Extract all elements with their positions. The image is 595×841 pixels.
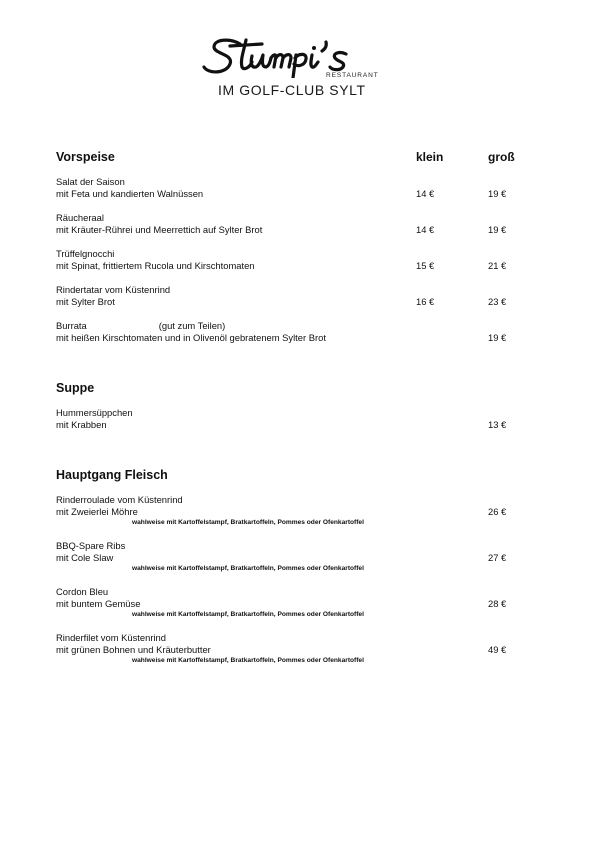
item-name-line [56, 320, 546, 332]
section-title: Suppe [56, 381, 95, 395]
item-description: mit Spinat, frittiertem Rucola und Kirschtomaten [56, 260, 255, 271]
section-header [56, 468, 546, 494]
menu-item [56, 586, 546, 620]
item-side-options: wahlweise mit Kartoffelstampf, Bratkartoffeln, Pommes oder Ofenkartoffel [132, 657, 364, 664]
item-note: (gut zum Teilen) [158, 320, 226, 331]
item-price-small: 16 € [416, 296, 435, 307]
item-name: Rinderroulade vom Küstenrind [56, 494, 183, 505]
item-name: Salat der Saison [56, 176, 125, 187]
item-price-small: 15 € [416, 260, 435, 271]
item-name: BBQ-Spare Ribs [56, 540, 126, 551]
item-description: mit Krabben [56, 419, 107, 430]
section-vorspeise [56, 150, 546, 356]
menu-item [56, 540, 546, 574]
menu-item [56, 284, 546, 308]
column-header-large: groß [488, 150, 515, 164]
item-name: Cordon Bleu [56, 586, 109, 597]
menu-item [56, 632, 546, 666]
section-header [56, 381, 546, 407]
item-name: Rinderfilet vom Küstenrind [56, 632, 166, 643]
item-price-large: 21 € [488, 260, 507, 271]
item-description: mit Kräuter-Rührei und Meerrettich auf Sylter Brot [56, 224, 263, 235]
item-price-large: 23 € [488, 296, 507, 307]
item-description: mit Cole Slaw [56, 552, 114, 563]
item-price-large: 27 € [488, 552, 507, 563]
item-price-large: 19 € [488, 332, 507, 343]
item-side-options: wahlweise mit Kartoffelstampf, Bratkartoffeln, Pommes oder Ofenkartoffel [132, 519, 364, 526]
item-description: mit Sylter Brot [56, 296, 115, 307]
item-description: mit heißen Kirschtomaten und in Olivenöl gebratenem Sylter Brot [56, 332, 326, 343]
section-suppe [56, 381, 546, 443]
item-price-small: 14 € [416, 188, 435, 199]
item-name: Räucheraal [56, 212, 104, 223]
item-name: Burrata [56, 320, 87, 331]
section-title: Hauptgang Fleisch [56, 468, 168, 482]
item-price-large: 28 € [488, 598, 507, 609]
restaurant-logo [200, 34, 395, 104]
item-price-large: 19 € [488, 224, 507, 235]
item-description: mit buntem Gemüse [56, 598, 141, 609]
menu-item [56, 176, 546, 200]
item-name: Trüffelgnocchi [56, 248, 115, 259]
item-name: Rindertatar vom Küstenrind [56, 284, 171, 295]
menu-item [56, 212, 546, 236]
item-price-large: 13 € [488, 419, 507, 430]
column-header-small: klein [416, 150, 444, 164]
menu-item [56, 320, 546, 344]
item-price-large: 49 € [488, 644, 507, 655]
item-name: Hummersüppchen [56, 407, 133, 418]
item-description: mit Zweierlei Möhre [56, 506, 138, 517]
menu-item [56, 248, 546, 272]
item-side-options: wahlweise mit Kartoffelstampf, Bratkartoffeln, Pommes oder Ofenkartoffel [132, 565, 364, 572]
section-title: Vorspeise [56, 150, 115, 164]
item-description: mit Feta und kandierten Walnüssen [56, 188, 204, 199]
item-description: mit grünen Bohnen und Kräuterbutter [56, 644, 211, 655]
logo-restaurant-label: RESTAURANT [326, 72, 379, 79]
menu-item [56, 494, 546, 528]
section-hauptgang-fleisch [56, 468, 546, 678]
menu-item [56, 407, 546, 431]
item-price-large: 26 € [488, 506, 507, 517]
item-price-large: 19 € [488, 188, 507, 199]
logo-subtitle: IM GOLF-CLUB SYLT [218, 82, 366, 98]
section-header [56, 150, 546, 176]
item-side-options: wahlweise mit Kartoffelstampf, Bratkartoffeln, Pommes oder Ofenkartoffel [132, 611, 364, 618]
item-price-small: 14 € [416, 224, 435, 235]
